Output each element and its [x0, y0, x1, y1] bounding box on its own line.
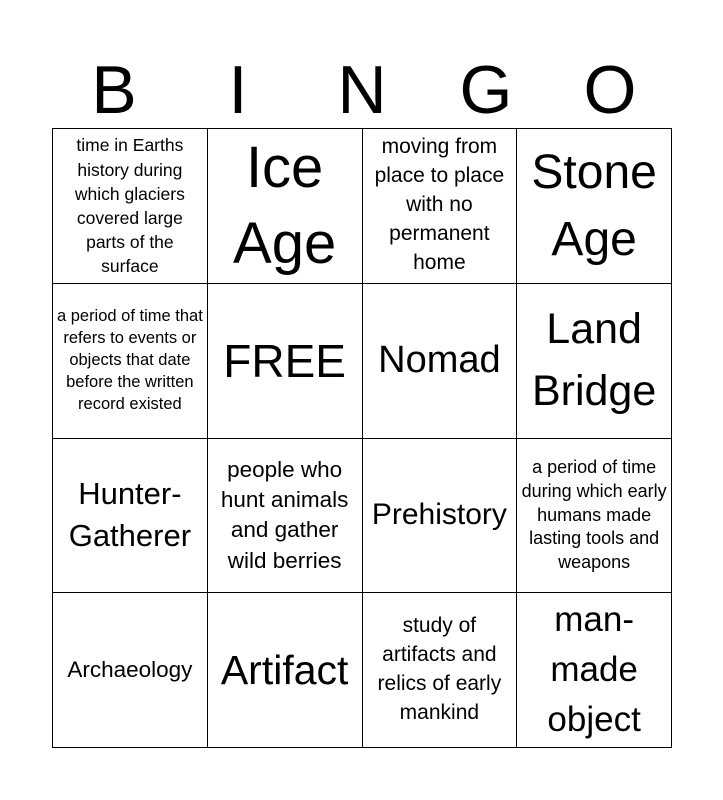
bingo-cell-r4c4[interactable]: [517, 593, 672, 748]
cell-text: Prehistory: [371, 498, 507, 532]
cell-text: Stone Age: [531, 145, 657, 266]
cell-text: Archaeology: [67, 656, 193, 682]
cell-text: Artifact: [220, 646, 349, 693]
header-letter-b: B: [91, 52, 137, 128]
bingo-cell-r2c3[interactable]: [363, 284, 518, 439]
bingo-cell-r2c4[interactable]: [517, 284, 672, 439]
bingo-cell-r2c1[interactable]: [53, 284, 208, 439]
bingo-cell-r1c1[interactable]: [53, 129, 208, 284]
bingo-board: [52, 128, 672, 748]
header-letter-o: O: [583, 52, 637, 128]
cell-text: Hunter-Gatherer: [68, 475, 192, 554]
cell-text: Nomad: [378, 338, 501, 381]
bingo-cell-r3c3[interactable]: [363, 439, 518, 594]
header-letter-g: G: [459, 52, 513, 128]
header-letter-i: I: [228, 52, 248, 128]
bingo-cell-r3c2[interactable]: [208, 439, 363, 594]
cell-text: study of artifacts and relics of early mankind: [377, 614, 502, 725]
cell-text: Ice Age: [233, 135, 337, 276]
bingo-cell-r3c4[interactable]: [517, 439, 672, 594]
bingo-header: [52, 52, 672, 128]
bingo-cell-r4c1[interactable]: [53, 593, 208, 748]
bingo-cell-r4c3[interactable]: [363, 593, 518, 748]
header-letter-n: N: [337, 52, 387, 128]
cell-text: people who hunt animals and gather wild berries: [220, 456, 349, 573]
cell-text: a period of time that refers to events or objects that date before the written record existed: [56, 306, 203, 413]
bingo-cell-r1c3[interactable]: [363, 129, 518, 284]
cell-text: moving from place to place with no permanent home: [374, 135, 505, 275]
cell-text: time in Earths history during which glaciers covered large parts of the surface: [74, 135, 185, 277]
bingo-cell-r1c4[interactable]: [517, 129, 672, 284]
bingo-cell-r3c1[interactable]: [53, 439, 208, 594]
cell-text: a period of time during which early humans made lasting tools and weapons: [521, 457, 667, 572]
free-space: FREE: [223, 334, 346, 387]
cell-text: man-made object: [547, 600, 641, 740]
bingo-cell-r4c2[interactable]: [208, 593, 363, 748]
bingo-cell-r2c2[interactable]: [208, 284, 363, 439]
bingo-cell-r1c2[interactable]: [208, 129, 363, 284]
cell-text: Land Bridge: [531, 305, 657, 415]
